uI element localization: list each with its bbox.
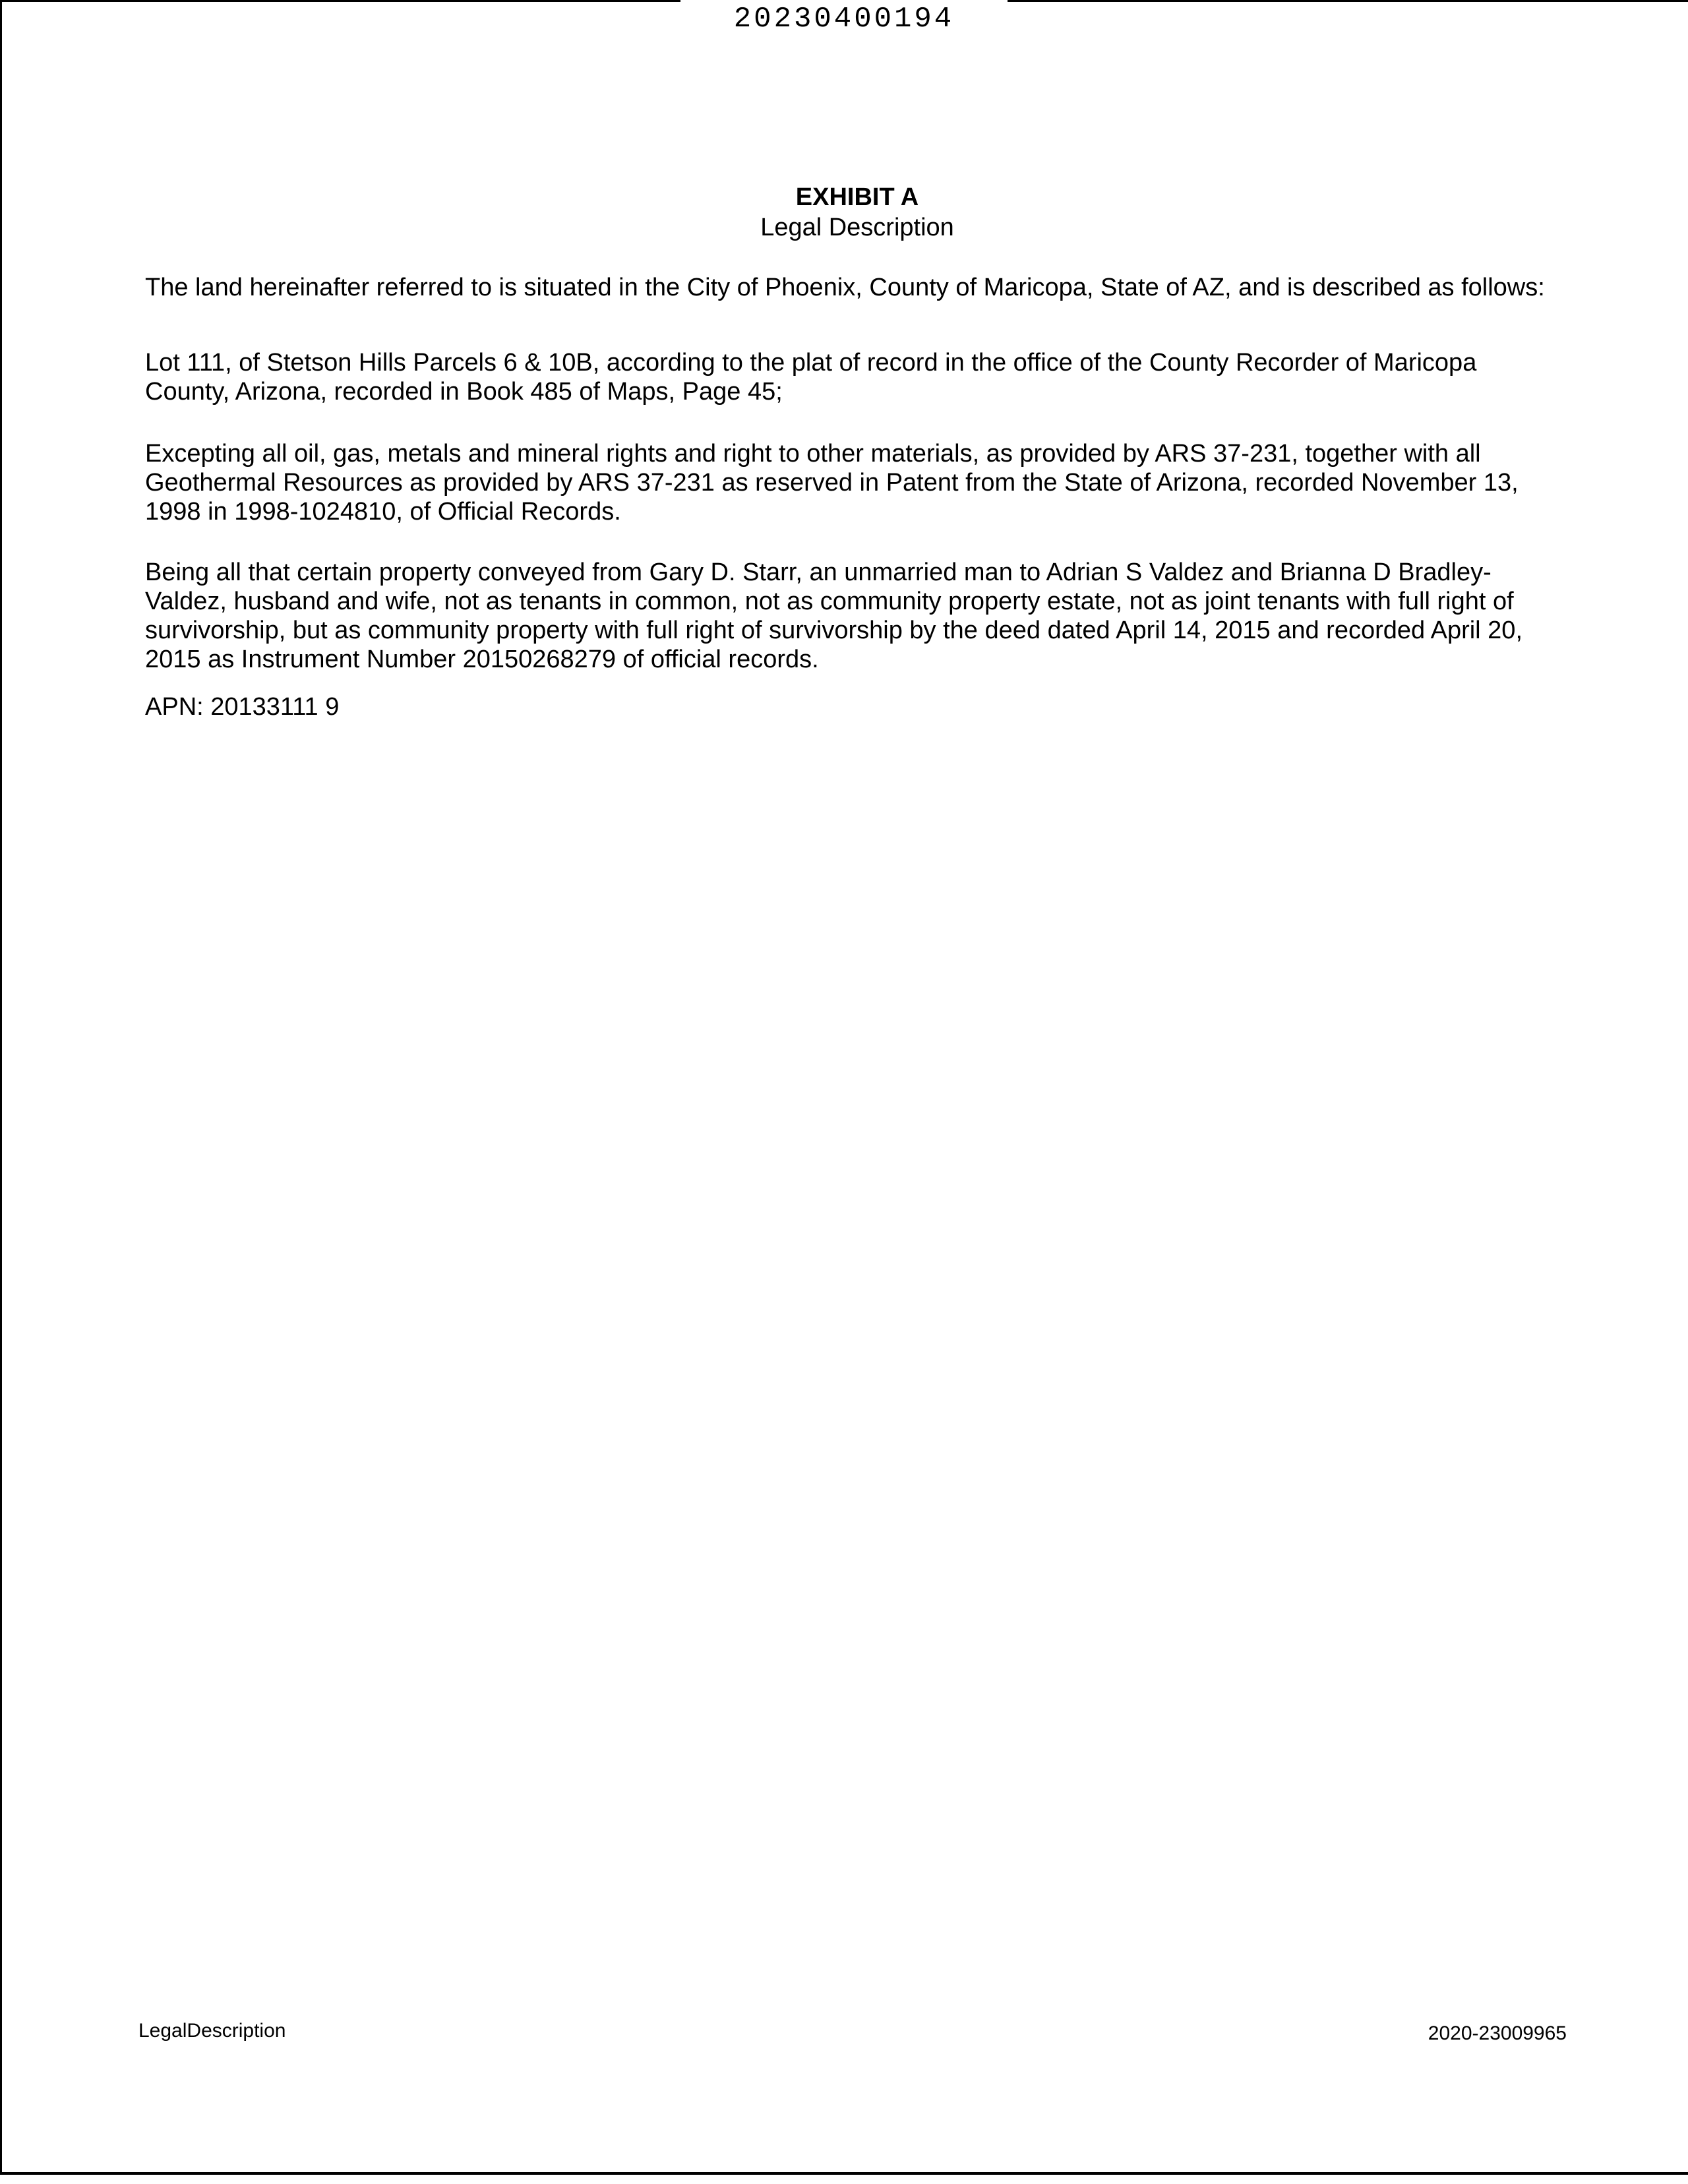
footer-order-number: 2020-23009965 (1428, 2022, 1567, 2044)
paragraph-mineral-exceptions: Excepting all oil, gas, metals and mineral rights and right to other materials, as provided by ARS 37-231, together with all Geothermal Resources as provided by ARS 37-231 as reserved in Patent from the State of Arizona, recorded November 13, 1998 in 1998-1024810, of Official Records. (145, 440, 1519, 526)
exhibit-title: EXHIBIT A (795, 183, 919, 211)
paragraph-conveyance: Being all that certain property conveyed from Gary D. Starr, an unmarried man to Adrian S Valdez and Brianna D Bradley-Valdez, husband and wife, not as tenants in common, not as community property estate, not as joint tenants with full right of survivorship, but as community property with full right of survivorship by the deed dated April 14, 2015 and recorded April 20, 2015 as Instrument Number 20150268279 of official records. (145, 559, 1522, 673)
page-border-top-left (0, 0, 680, 2)
page-border-left (0, 0, 2, 2175)
exhibit-subtitle: Legal Description (760, 214, 954, 241)
paragraph-lot-description: Lot 111, of Stetson Hills Parcels 6 & 10B, according to the plat of record in the office of the County Recorder of Maricopa County, Arizona, recorded in Book 485 of Maps, Page 45; (145, 349, 1477, 406)
paragraph-land-situation: The land hereinafter referred to is situated in the City of Phoenix, County of Maricopa, State of AZ, and is described as follows: (145, 274, 1545, 301)
footer-document-type: LegalDescription (138, 2020, 286, 2042)
page-border-top-right (1008, 0, 1688, 2)
recording-number: 20230400194 (733, 3, 955, 36)
page-border-bottom (0, 2172, 1688, 2175)
apn-number: APN: 20133111 9 (145, 693, 340, 721)
